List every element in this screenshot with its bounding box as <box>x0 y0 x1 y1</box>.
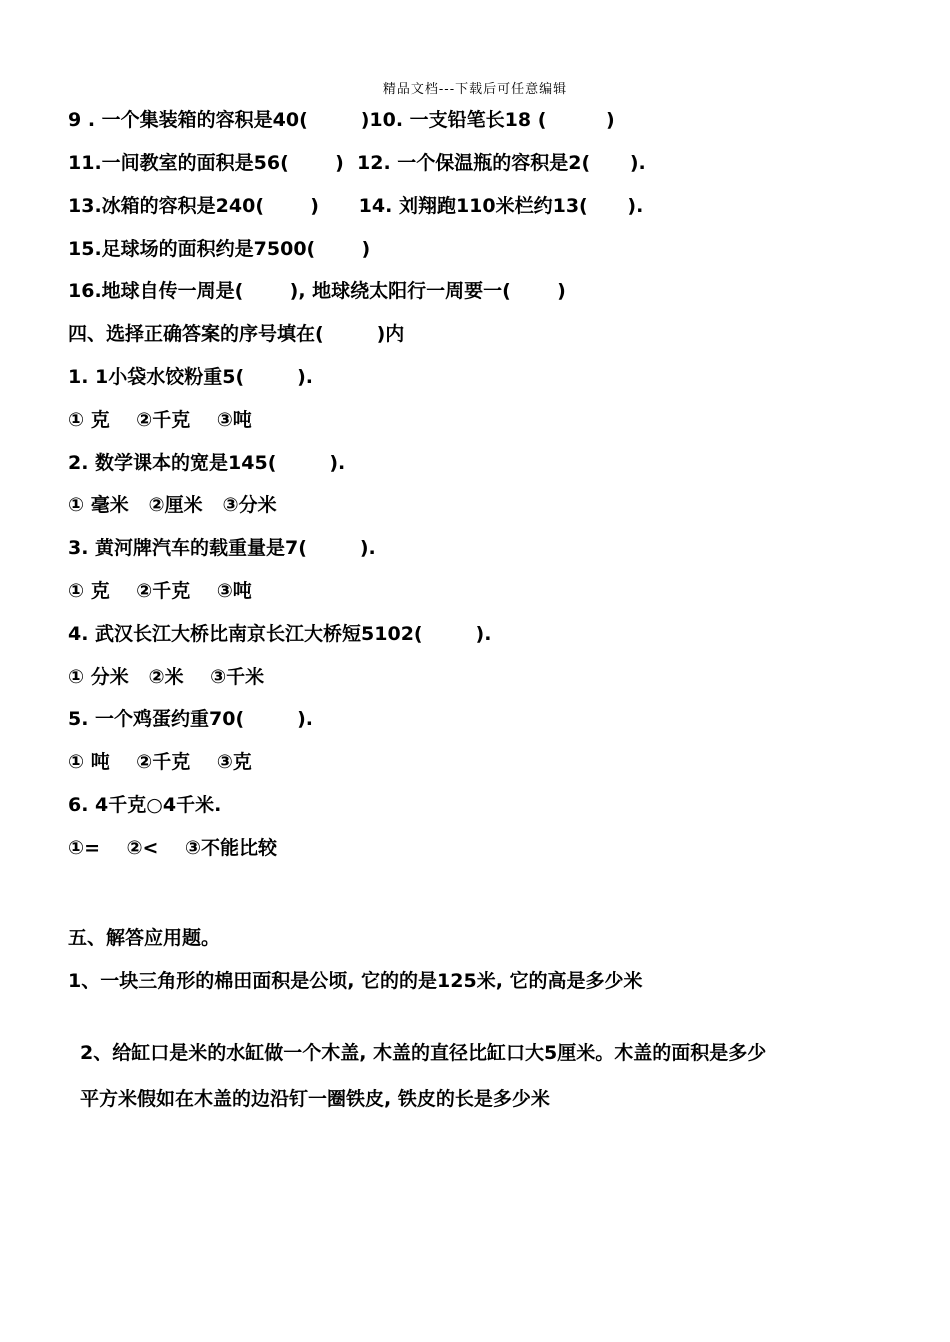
question-9-10: 9 . 一个集装箱的容积是40( )10. 一支铅笔长18 ( ) <box>68 109 615 131</box>
question-15: 15.足球场的面积约是7500( ) <box>68 238 371 260</box>
page-header: 精品文档---下载后可任意编辑 <box>382 82 568 97</box>
question-13-14: 13.冰箱的容积是240( ) 14. 刘翔跑110米栏约13( ). <box>68 195 644 217</box>
choice-options-4: ① 分米 ②米 ③千米 <box>68 666 265 688</box>
choice-options-3: ① 克 ②千克 ③吨 <box>68 580 252 602</box>
word-problem-2-line-2: 平方米假如在木盖的边沿钉一圈铁皮, 铁皮的长是多少米 <box>80 1088 550 1110</box>
word-problem-2-line-1: 2、给缸口是米的水缸做一个木盖, 木盖的直径比缸口大5厘米。木盖的面积是多少 <box>80 1042 767 1064</box>
choice-question-2: 2. 数学课本的宽是145( ). <box>68 452 346 474</box>
section-4-title: 四、选择正确答案的序号填在( )内 <box>68 323 405 345</box>
choice-options-1: ① 克 ②千克 ③吨 <box>68 409 252 431</box>
choice-options-2: ① 毫米 ②厘米 ③分米 <box>68 494 277 516</box>
choice-options-5: ① 吨 ②千克 ③克 <box>68 751 252 773</box>
choice-options-6: ①= ②< ③不能比较 <box>68 837 278 859</box>
word-problem-1: 1、一块三角形的棉田面积是公顷, 它的的是125米, 它的高是多少米 <box>68 970 643 992</box>
question-11-12: 11.一间教室的面积是56( ) 12. 一个保温瓶的容积是2( ). <box>68 152 646 174</box>
choice-question-5: 5. 一个鸡蛋约重70( ). <box>68 708 313 730</box>
choice-question-1: 1. 1小袋水饺粉重5( ). <box>68 366 313 388</box>
choice-question-6: 6. 4千克○4千米. <box>68 794 222 816</box>
section-5-title: 五、解答应用题。 <box>68 927 221 949</box>
choice-question-3: 3. 黄河牌汽车的载重量是7( ). <box>68 537 376 559</box>
question-16: 16.地球自传一周是( ), 地球绕太阳行一周要一( ) <box>68 280 566 302</box>
choice-question-4: 4. 武汉长江大桥比南京长江大桥短5102( ). <box>68 623 492 645</box>
